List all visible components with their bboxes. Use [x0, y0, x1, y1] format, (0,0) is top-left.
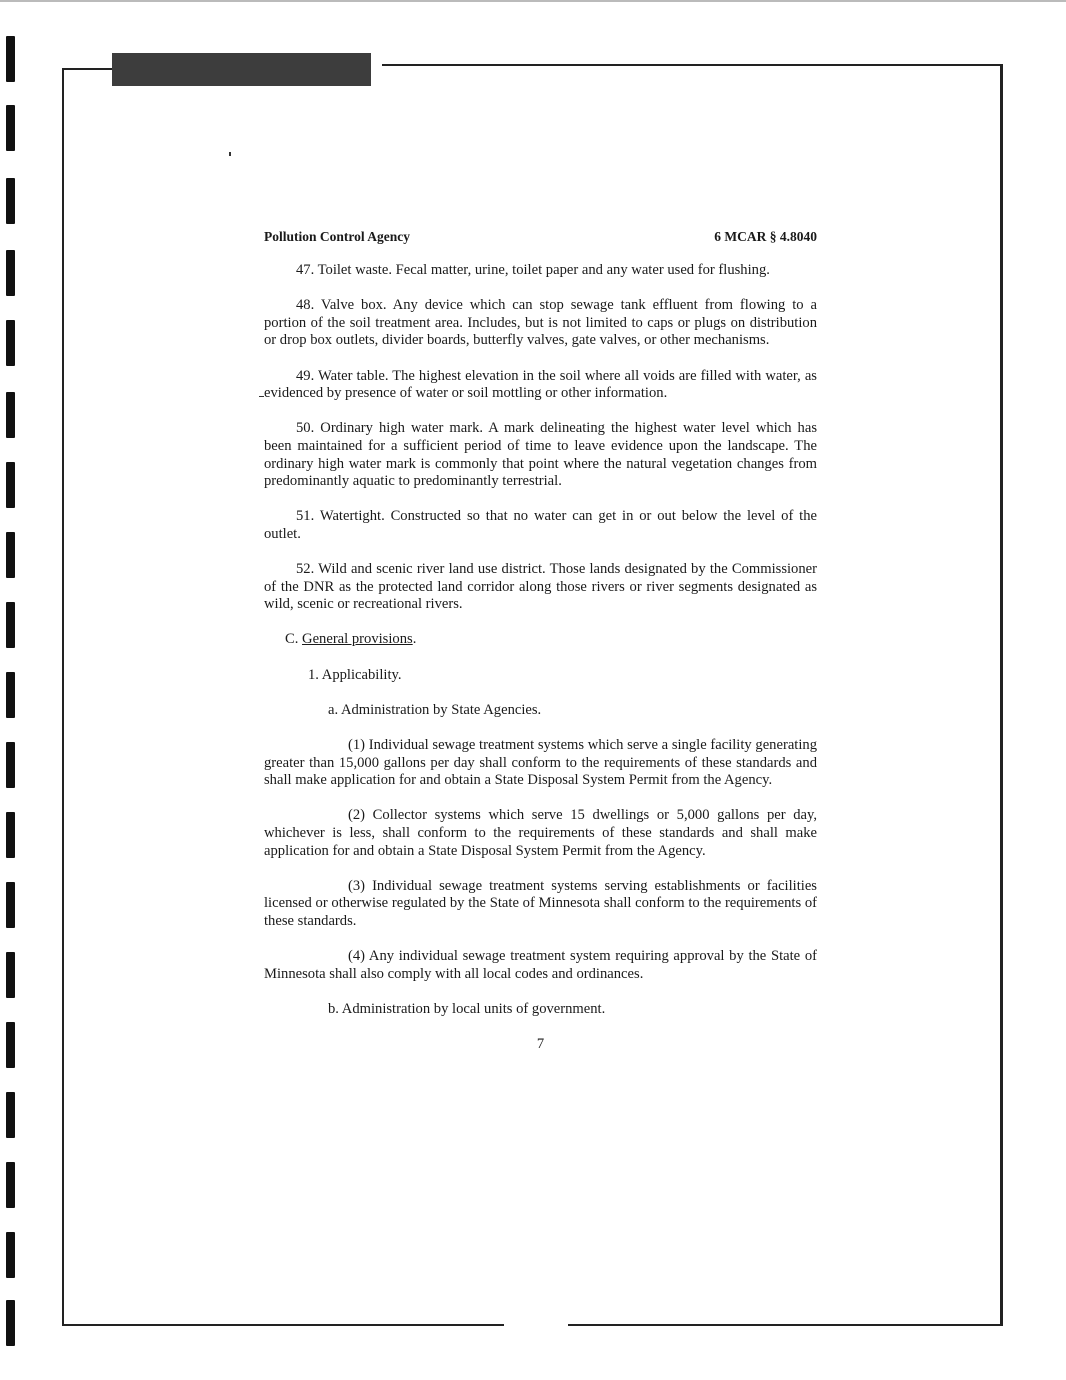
subsection-heading: a. Administration by State Agencies. — [328, 701, 542, 718]
scan-speck — [229, 152, 231, 156]
binder-hole-mark — [6, 602, 15, 648]
binder-hole-mark — [6, 105, 15, 151]
redacted-tab-block — [112, 53, 371, 86]
binder-hole-mark — [6, 320, 15, 366]
numbered-paragraph: (1) Individual sewage treatment systems which serve a single facility generating greater than 15,000 gallons per day shall conform to the requirements of these standards and shall make application for and obtain a State Disposal System Permit from the Agency. — [264, 737, 817, 789]
subsection-heading: b. Administration by local units of government. — [328, 1000, 606, 1017]
page-frame-top — [62, 68, 112, 70]
page-frame-left — [62, 68, 64, 1326]
definition-paragraph: 49. Water table. The highest elevation in the soil where all voids are filled with water, as evidenced by presence of water or soil mottling or other information. — [264, 367, 817, 402]
page-frame-bottom — [62, 1324, 504, 1326]
binder-hole-mark — [6, 1162, 15, 1208]
document-body — [264, 262, 817, 1071]
binder-hole-mark — [6, 882, 15, 928]
binder-hole-mark — [6, 36, 15, 82]
binder-hole-mark — [6, 742, 15, 788]
definition-paragraph: 50. Ordinary high water mark. A mark delineating the highest water level which has been maintained for a sufficient period of time to leave evidence upon the landscape. The ordinary high water mark is commonly that point where the natural vegetation changes from predominantly aquatic to predominantly terrestrial. — [264, 420, 817, 490]
binder-hole-mark — [6, 672, 15, 718]
definition-paragraph: 51. Watertight. Constructed so that no water can get in or out below the level of the outlet. — [264, 508, 817, 542]
numbered-paragraph: (3) Individual sewage treatment systems serving establishments or facilities licensed or otherwise regulated by the State of Minnesota shall conform to the requirements of these standards. — [264, 877, 817, 929]
binder-hole-mark — [6, 462, 15, 508]
binder-hole-mark — [6, 392, 15, 438]
binder-hole-mark — [6, 1092, 15, 1138]
section-letter: C. — [285, 631, 303, 648]
binder-hole-mark — [6, 952, 15, 998]
binder-hole-mark — [6, 1232, 15, 1278]
regulation-citation: 6 MCAR § 4.8040 — [714, 229, 817, 244]
section-trail: . — [412, 631, 417, 648]
agency-name: Pollution Control Agency — [264, 229, 411, 244]
binder-hole-mark — [6, 532, 15, 578]
definition-paragraph: 48. Valve box. Any device which can stop sewage tank effluent from flowing to a portion of the soil treatment area. Includes, but is not limited to caps or plugs on distribution or drop box outlets, divider boards, butterfly valves, gate valves, or other mechanisms. — [264, 297, 817, 349]
page-number: 7 — [536, 1036, 545, 1053]
subsection-heading: 1. Applicability. — [308, 666, 402, 683]
binder-hole-mark — [6, 812, 15, 858]
page-frame-top — [382, 64, 1002, 66]
running-header — [264, 229, 817, 247]
binder-hole-mark — [6, 1300, 15, 1346]
binder-hole-mark — [6, 250, 15, 296]
numbered-paragraph: (4) Any individual sewage treatment system requiring approval by the State of Minnesota shall also comply with all local codes and ordinances. — [264, 948, 817, 982]
page-frame-bottom — [568, 1324, 1002, 1326]
section-title: General provisions — [302, 631, 413, 648]
definition-paragraph: 47. Toilet waste. Fecal matter, urine, toilet paper and any water used for flushing. — [296, 262, 770, 278]
binder-hole-mark — [6, 178, 15, 224]
page-frame-right — [1000, 64, 1003, 1326]
scan-top-edge — [0, 0, 1066, 2]
definition-paragraph: 52. Wild and scenic river land use district. Those lands designated by the Commissioner of the DNR as the protected land corridor along those rivers or river segments designated as wild, scenic or recreational rivers. — [264, 561, 817, 613]
numbered-paragraph: (2) Collector systems which serve 15 dwellings or 5,000 gallons per day, whichever is less, shall conform to the requirements of these standards and shall make application for and obtain a State Disposal System Permit from the Agency. — [264, 807, 817, 859]
section-heading — [285, 631, 817, 649]
binder-hole-mark — [6, 1022, 15, 1068]
